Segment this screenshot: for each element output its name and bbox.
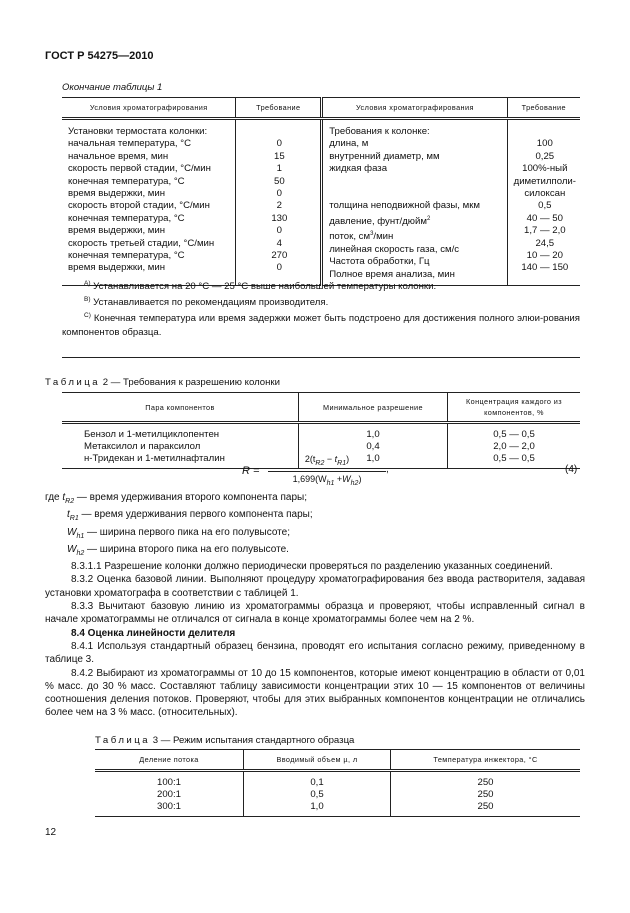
where-prefix: где <box>45 492 63 503</box>
condition-label: длина, м <box>329 138 369 150</box>
table1-header: Условия хроматографирования <box>322 98 507 119</box>
table-title-text: 3 — Режим испытания стандартного образца <box>150 735 355 746</box>
footnote-text: Конечная температура или время задержки может быть подстроено для достижения полного элюи-рования компонентов образца. <box>62 313 580 338</box>
table-label: Таблица <box>45 377 101 388</box>
paragraph: 8.3.1.1 Разрешение колонки должно периодически проверяться по разделению указанных соединений. <box>71 561 553 573</box>
condition-value: 0 <box>276 138 282 150</box>
table1-header: Требование <box>236 98 322 119</box>
condition-value <box>514 126 576 138</box>
table-cell: Метаксилол и параксилол <box>84 441 201 452</box>
document-header: ГОСТ Р 54275—2010 <box>45 50 154 62</box>
table1-bottom-border <box>62 357 580 358</box>
table3-header: Температура инжектора, °С <box>391 750 581 771</box>
condition-label: скорость второй стадии, °С/мин <box>68 200 210 212</box>
den-text: 1,699(W <box>292 474 327 484</box>
page-number: 12 <box>45 827 57 838</box>
paragraph: 8.4.2 Выбирают из хроматограммы от 10 до 15 компонентов, которые имеют концентрацию в области от 0,01 % масс. до 30 % масс. Составляют таблицу зависимости концентрации этих 10 — 15 компонентов от величины соотношения деления потоков. Проверяют, чтобы для этих выбранных компонентов концентрации не отличались более чем на 3 % масс. (относительных). <box>45 667 585 719</box>
where-item <box>45 508 585 525</box>
table3 <box>95 749 580 817</box>
num-text: 2(t <box>304 454 316 464</box>
condition-value: 10 — 20 <box>526 250 563 262</box>
table-cell: 100:1 <box>156 777 181 788</box>
table1-left-conditions <box>62 119 236 286</box>
table-cell: 200:1 <box>156 789 181 800</box>
table3-temperature <box>391 771 581 817</box>
condition-label <box>329 176 502 188</box>
condition-label: давление, фунт/дюйм$^2$ <box>329 215 431 227</box>
table2-header: Минимальное разрешение <box>299 393 448 423</box>
where-text: — ширина первого пика на его полувысоте; <box>84 526 290 538</box>
condition-value: 50 <box>273 175 285 187</box>
superscript: 3 <box>370 231 374 238</box>
condition-label: Требования к колонке: <box>329 126 430 137</box>
condition-value: 40 — 50 <box>526 212 563 224</box>
condition-label: время выдержки, мин <box>68 262 166 274</box>
condition-label: Установки термостата колонки: <box>68 126 208 137</box>
condition-value: 4 <box>276 237 282 249</box>
symbol-subscript: h2 <box>76 549 85 557</box>
table-cell: 1,0 <box>366 453 380 464</box>
footnote-text: Устанавливается на 20 °С — 25 °С выше наибольшей температуры колонки. <box>93 281 437 293</box>
table-cell: 1,0 <box>310 801 324 812</box>
table-cell: 0,1 <box>310 777 324 788</box>
superscript: 2 <box>426 215 431 222</box>
condition-value: 0,5 <box>538 200 552 212</box>
table2-header: Концентрация каждого из компонентов, % <box>448 393 581 423</box>
condition-label: конечная температура, °С <box>68 250 185 262</box>
where-list <box>45 491 585 560</box>
condition-label: внутренний диаметр, мм <box>329 150 440 162</box>
footnote <box>62 293 580 309</box>
symbol-subscript: h1 <box>76 532 85 540</box>
table2-title <box>45 377 280 388</box>
condition-label: скорость первой стадии, °С/мин <box>68 163 211 175</box>
condition-value: диметилполи- <box>513 175 576 187</box>
symbol: W <box>67 543 77 555</box>
table-cell: 250 <box>477 777 494 788</box>
condition-label: линейная скорость газа, см/с <box>329 244 460 255</box>
condition-label: начальное время, мин <box>68 150 169 162</box>
table1-right-values <box>507 119 580 286</box>
condition-value: 1 <box>276 163 282 175</box>
table3-volume <box>244 771 391 817</box>
paragraph: 8.3.2 Оценка базовой линии. Выполняют процедуру хроматографирования без ввода растворителя, задавая установки хроматографа в соответствии с таблицей 1. <box>45 574 585 599</box>
table-label: Таблица <box>95 735 151 746</box>
footnote-text: Устанавливается по рекомендациям производителя. <box>93 297 329 309</box>
condition-value: 100%-ный <box>522 163 568 175</box>
table-cell: 0,5 <box>310 789 324 800</box>
symbol: W <box>67 526 77 538</box>
table1-header: Требование <box>507 98 580 119</box>
unit-suffix: /мин <box>373 231 394 243</box>
body-text <box>45 491 585 720</box>
table-cell: 1,0 <box>366 429 380 440</box>
table-cell: 250 <box>477 801 494 812</box>
table1-caption: Окончание таблицы 1 <box>62 82 163 93</box>
condition-value: 24,5 <box>535 237 555 249</box>
where-text: — ширина второго пика на его полувысоте. <box>84 543 289 555</box>
condition-label: Полное время анализа, мин <box>329 268 455 280</box>
condition-value: 270 <box>271 250 288 262</box>
condition-label: начальная температура, °С <box>68 138 192 150</box>
condition-value: 100 <box>536 138 553 150</box>
table-cell: 300:1 <box>156 801 181 812</box>
condition-label: толщина неподвижной фазы, мкм <box>329 200 480 212</box>
condition-label: скорость третьей стадии, °С/мин <box>68 237 215 249</box>
formula-lhs: R = <box>242 465 260 477</box>
table3-header: Деление потока <box>95 750 244 771</box>
table1-right-conditions <box>322 119 507 286</box>
condition-label: время выдержки, мин <box>68 225 166 237</box>
condition-value: 130 <box>271 212 288 224</box>
paragraph: 8.4.1 Используя стандартный образец бензина, проводят его испытания согласно режиму, приведенному в таблице 3. <box>45 640 585 666</box>
symbol: t <box>62 492 66 503</box>
table3-title <box>95 735 354 746</box>
table1 <box>62 97 580 286</box>
table-cell: 0,4 <box>366 441 380 452</box>
formula-4: R = $2(t_{R2} - t_{R1})$ $1,699(W_{h1} +W_{h2})$ , (4) <box>242 454 578 487</box>
table-cell: Бензол и 1-метилциклопентен <box>84 429 220 440</box>
condition-value: 2 <box>276 200 282 212</box>
formula-numerator: $2(t_{R2} - t_{R1})$ <box>304 454 350 467</box>
formula-denominator: $1,699(W_{h1} +W_{h2})$ <box>292 474 362 487</box>
condition-value: 140 — 150 <box>521 262 569 274</box>
table1-footnotes <box>62 277 580 339</box>
table-cell: н-Тридекан и 1-метилнафталин <box>84 453 225 464</box>
footnote <box>62 309 580 338</box>
symbol-subscript: R1 <box>69 515 79 523</box>
symbol: t <box>67 509 70 521</box>
condition-value: 0,25 <box>535 150 555 162</box>
condition-value: 0 <box>276 262 282 274</box>
table1-header: Условия хроматографирования <box>62 98 236 119</box>
table2-header: Пара компонентов <box>62 393 299 423</box>
where-item <box>45 491 585 508</box>
table-cell: 0,5 — 0,5 <box>493 453 535 464</box>
where-text: — время удерживания первого компонента пары; <box>78 509 313 521</box>
condition-label: время выдержки, мин <box>68 188 166 200</box>
condition-label: жидкая фаза <box>329 163 388 175</box>
table3-header: Вводимый объем µ, л <box>244 750 391 771</box>
condition-value <box>242 126 316 138</box>
symbol-subscript: R2 <box>65 498 75 505</box>
paragraph: 8.3.3 Вычитают базовую линию из хроматограммы образца и проверяют, чтобы исправленный сигнал в начале хроматограммы не отличался от сигнала в конце хроматограммы более чем на 2 %. <box>45 601 585 626</box>
condition-label: конечная температура, °С <box>68 212 185 224</box>
footnote-mark: A) <box>84 280 91 287</box>
footnote-mark: B) <box>84 296 91 304</box>
condition-value: силоксан <box>524 188 566 200</box>
section-heading: 8.4 Оценка линейности делителя <box>71 627 236 639</box>
footnote <box>62 277 580 293</box>
condition-label: поток, $см^3$/мин <box>329 231 394 243</box>
condition-value: 0 <box>276 188 282 200</box>
table3-split <box>95 771 244 817</box>
footnote-mark: C) <box>84 312 91 320</box>
where-text: — время удерживания второго компонента пары; <box>74 492 307 503</box>
condition-value: 1,7 — 2,0 <box>523 225 566 237</box>
where-item <box>45 526 585 543</box>
condition-label: конечная температура, °С <box>68 175 185 187</box>
formula-number: (4) <box>565 464 578 475</box>
where-item <box>45 543 585 560</box>
table-cell: 2,0 — 2,0 <box>493 441 535 452</box>
fraction-bar <box>268 471 386 472</box>
condition-value: 0 <box>276 225 282 237</box>
condition-label <box>329 188 502 200</box>
table1-left-values <box>236 119 322 286</box>
condition-label: Частота обработки, Гц <box>329 256 430 268</box>
condition-value: 15 <box>273 150 285 162</box>
table-cell: 250 <box>477 789 494 800</box>
table-cell: 0,5 — 0,5 <box>493 429 535 440</box>
table-title-text: 2 — Требования к разрешению колонки <box>100 377 280 388</box>
